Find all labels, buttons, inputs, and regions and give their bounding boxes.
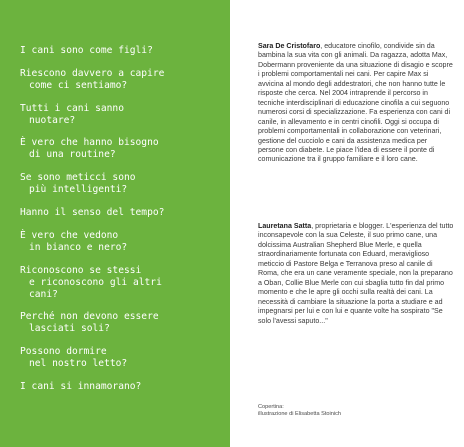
author-bio-text: , proprietaria e blogger. L'esperienza del tutto inconsapevole con la sua Celeste, il suo primo cane, una dolcissima Australian Shepherd Blue Merle, e quella straordinariamente fortunata con Eduard, meraviglioso meticcio di Pastore Belga e Terranova preso al canile di Roma, che era un cane veramente speciale, non la preparano a Oban, Collie Blue Merle con cui sbaglia tutto fin dal primo momento e che le apre gli occhi sulla realtà dei cani. La necessità di cambiare la situazione la porta a studiare e ad impegnarsi per lui e con lui e quante volte ha sospirato "Se solo l'avessi saputo..."	[258, 222, 454, 325]
question-line: in bianco e nero?	[29, 241, 128, 253]
question-line: I cani si innamorano?	[20, 380, 142, 392]
question-line: Hanno il senso del tempo?	[20, 206, 165, 218]
question-item	[20, 381, 225, 393]
question-line: È vero che hanno bisogno	[20, 137, 159, 149]
credits-label: Copertina:	[258, 404, 284, 410]
question-line: Possono dormire	[20, 346, 107, 358]
question-line: nel nostro letto?	[29, 358, 128, 370]
question-line: di una routine?	[29, 149, 116, 161]
question-line: I cani sono come figli?	[20, 45, 153, 56]
question-line: Riconoscono se stessi	[20, 264, 142, 276]
author-name: Lauretana Satta	[258, 222, 312, 230]
question-line: Se sono meticci sono	[20, 172, 136, 184]
question-line: lasciati soli?	[29, 323, 110, 335]
question-item	[20, 137, 225, 161]
question-item	[20, 311, 225, 335]
question-item	[20, 230, 225, 254]
question-line: cani?	[29, 288, 58, 300]
author-bio	[258, 42, 454, 165]
question-line: È vero che vedono	[20, 229, 119, 241]
question-item	[20, 207, 225, 219]
credits-illustrator: illustrazione di Elisabetta Stoinich	[258, 411, 342, 418]
question-item	[20, 172, 225, 196]
cover-credits	[258, 404, 454, 419]
question-line: e riconoscono gli altri	[29, 276, 162, 288]
questions-list	[20, 45, 225, 404]
question-item	[20, 346, 225, 370]
question-line: nuotare?	[29, 114, 76, 126]
question-item	[20, 265, 225, 301]
authors-panel	[230, 0, 464, 447]
question-line: come ci sentiamo?	[29, 79, 128, 91]
question-item	[20, 68, 225, 92]
question-line: Riescono davvero a capire	[20, 67, 165, 79]
question-line: più intelligenti?	[29, 184, 128, 196]
question-item	[20, 103, 225, 127]
questions-panel	[0, 0, 230, 447]
question-line: Tutti i cani sanno	[20, 102, 124, 114]
author-bio-text: , educatore cinofilo, condivide sin da bambina la sua vita con gli animali. Da ragazza, adotta Max, Dobermann proveniente da una situazione di disagio e scopre i problemi comportamentali nei cani. Per capire Max si avvicina al mondo degli addestratori, che non hanno tutte le risposte che cerca. Nel 2004 intraprende il percorso in tecniche interdisciplinari di educazione cinofila a cui seguono numerosi corsi di specializzazione. Fa esperienza con cani di canile, in allevamento e in centri cinofili. Oggi si occupa di problemi comportamentali in collaborazione con veterinari, gestione del cucciolo e cani da assistenza medica per persone con diabete. Le piace l'idea di essere il ponte di comunicazione tra il gruppo familiare e il loro cane.	[258, 42, 453, 164]
question-item	[20, 45, 225, 57]
author-name: Sara De Cristofaro	[258, 42, 321, 50]
author-bio	[258, 222, 454, 326]
question-line: Perché non devono essere	[20, 311, 159, 323]
